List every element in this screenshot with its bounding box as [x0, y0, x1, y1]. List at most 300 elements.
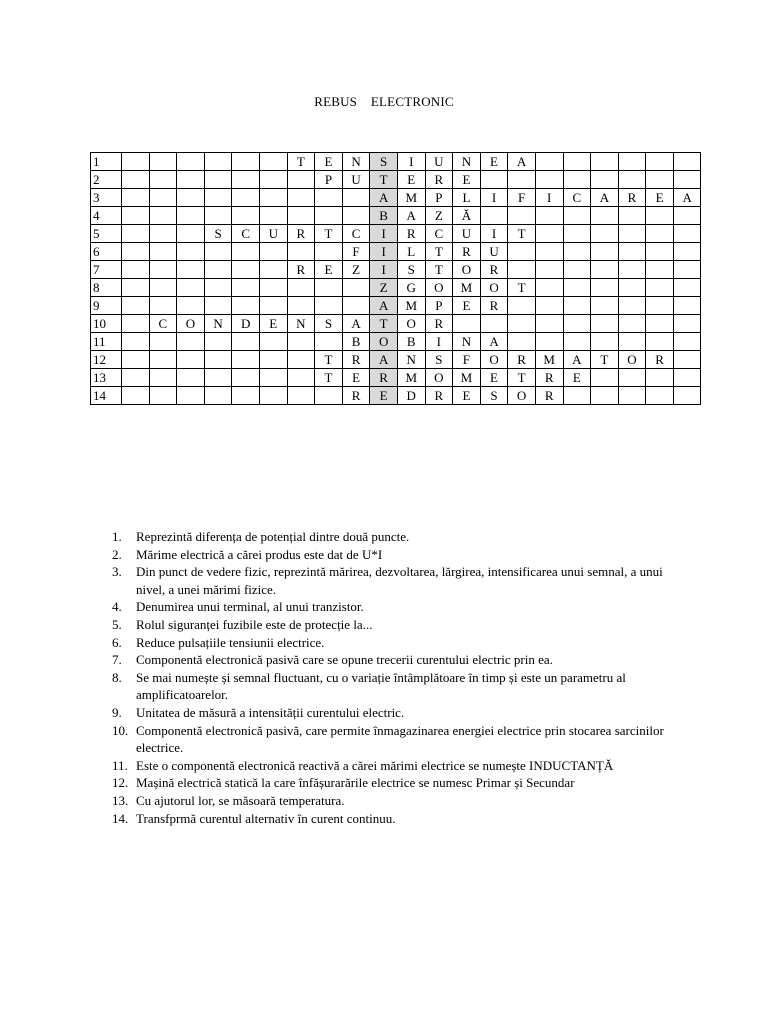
empty-cell — [287, 351, 315, 369]
empty-cell — [204, 207, 232, 225]
letter-cell: Ă — [453, 207, 481, 225]
empty-cell — [646, 387, 674, 405]
empty-cell — [149, 261, 177, 279]
empty-cell — [259, 189, 287, 207]
letter-cell: R — [618, 189, 646, 207]
letter-cell: T — [508, 369, 536, 387]
empty-cell — [535, 243, 563, 261]
empty-cell — [508, 207, 536, 225]
letter-cell: I — [397, 153, 425, 171]
empty-cell — [287, 387, 315, 405]
row-number: 3 — [91, 189, 122, 207]
clue-item — [112, 722, 672, 757]
empty-cell — [673, 279, 701, 297]
empty-cell — [259, 369, 287, 387]
empty-cell — [673, 297, 701, 315]
letter-cell: F — [453, 351, 481, 369]
row-number: 14 — [91, 387, 122, 405]
empty-cell — [673, 261, 701, 279]
clue-number: 5. — [112, 616, 122, 632]
empty-cell — [287, 279, 315, 297]
empty-cell — [618, 333, 646, 351]
empty-cell — [232, 333, 260, 351]
letter-cell: O — [480, 351, 508, 369]
letter-cell: E — [315, 261, 343, 279]
clue-number: 11. — [112, 757, 128, 773]
empty-cell — [315, 243, 343, 261]
clue-item — [112, 757, 672, 775]
empty-cell — [232, 171, 260, 189]
empty-cell — [122, 171, 150, 189]
empty-cell — [480, 171, 508, 189]
letter-cell: I — [370, 225, 398, 243]
letter-cell: N — [287, 315, 315, 333]
empty-cell — [618, 369, 646, 387]
empty-cell — [591, 171, 619, 189]
empty-cell — [204, 279, 232, 297]
empty-cell — [232, 243, 260, 261]
empty-cell — [315, 189, 343, 207]
empty-cell — [287, 297, 315, 315]
empty-cell — [287, 369, 315, 387]
empty-cell — [646, 207, 674, 225]
empty-cell — [149, 279, 177, 297]
row-number: 11 — [91, 333, 122, 351]
letter-cell: N — [397, 351, 425, 369]
letter-cell: L — [453, 189, 481, 207]
crossword-row — [91, 225, 701, 243]
letter-cell: M — [453, 279, 481, 297]
crossword-row — [91, 333, 701, 351]
empty-cell — [259, 333, 287, 351]
empty-cell — [122, 243, 150, 261]
empty-cell — [232, 261, 260, 279]
clue-item — [112, 651, 672, 669]
letter-cell: N — [453, 153, 481, 171]
clue-item — [112, 634, 672, 652]
letter-cell: I — [370, 261, 398, 279]
empty-cell — [618, 207, 646, 225]
empty-cell — [177, 369, 205, 387]
empty-cell — [646, 315, 674, 333]
clue-number: 2. — [112, 546, 122, 562]
empty-cell — [673, 243, 701, 261]
empty-cell — [563, 243, 591, 261]
empty-cell — [177, 207, 205, 225]
letter-cell: S — [397, 261, 425, 279]
empty-cell — [287, 243, 315, 261]
empty-cell — [177, 225, 205, 243]
empty-cell — [508, 315, 536, 333]
empty-cell — [646, 279, 674, 297]
letter-cell: T — [370, 315, 398, 333]
empty-cell — [204, 153, 232, 171]
empty-cell — [563, 279, 591, 297]
letter-cell: O — [370, 333, 398, 351]
empty-cell — [591, 387, 619, 405]
letter-cell: A — [370, 297, 398, 315]
letter-cell: A — [591, 189, 619, 207]
empty-cell — [204, 351, 232, 369]
letter-cell: A — [480, 333, 508, 351]
letter-cell: Z — [370, 279, 398, 297]
empty-cell — [535, 279, 563, 297]
letter-cell: C — [425, 225, 453, 243]
letter-cell: C — [149, 315, 177, 333]
clue-item — [112, 810, 672, 828]
clue-number: 1. — [112, 529, 122, 544]
letter-cell: R — [397, 225, 425, 243]
letter-cell: T — [508, 225, 536, 243]
empty-cell — [673, 387, 701, 405]
clue-text: Este o componentă electronică reactivă a cărei mărimi electrice se numește INDUCTANȚĂ — [136, 757, 614, 773]
empty-cell — [591, 225, 619, 243]
empty-cell — [177, 189, 205, 207]
empty-cell — [535, 153, 563, 171]
empty-cell — [563, 153, 591, 171]
row-number: 5 — [91, 225, 122, 243]
crossword-row — [91, 207, 701, 225]
empty-cell — [646, 243, 674, 261]
empty-cell — [646, 153, 674, 171]
row-number: 1 — [91, 153, 122, 171]
empty-cell — [591, 261, 619, 279]
empty-cell — [122, 315, 150, 333]
letter-cell: P — [425, 189, 453, 207]
letter-cell: O — [618, 351, 646, 369]
empty-cell — [315, 387, 343, 405]
empty-cell — [618, 279, 646, 297]
empty-cell — [591, 315, 619, 333]
letter-cell: E — [453, 387, 481, 405]
empty-cell — [204, 189, 232, 207]
empty-cell — [673, 369, 701, 387]
empty-cell — [177, 351, 205, 369]
empty-cell — [232, 369, 260, 387]
letter-cell: N — [453, 333, 481, 351]
letter-cell: T — [315, 369, 343, 387]
empty-cell — [204, 171, 232, 189]
clue-number: 3. — [112, 564, 122, 580]
letter-cell: T — [508, 279, 536, 297]
letter-cell: A — [563, 351, 591, 369]
clue-text: Reprezintă diferența de potențial dintre două puncte. — [136, 529, 410, 544]
letter-cell: Z — [425, 207, 453, 225]
letter-cell: S — [480, 387, 508, 405]
empty-cell — [563, 315, 591, 333]
empty-cell — [618, 387, 646, 405]
clue-list — [112, 528, 672, 827]
empty-cell — [149, 351, 177, 369]
letter-cell: N — [204, 315, 232, 333]
empty-cell — [122, 351, 150, 369]
empty-cell — [122, 153, 150, 171]
empty-cell — [315, 297, 343, 315]
empty-cell — [618, 261, 646, 279]
letter-cell: M — [535, 351, 563, 369]
crossword-row — [91, 315, 701, 333]
empty-cell — [535, 315, 563, 333]
letter-cell: I — [425, 333, 453, 351]
row-number: 9 — [91, 297, 122, 315]
empty-cell — [149, 189, 177, 207]
empty-cell — [149, 243, 177, 261]
empty-cell — [149, 207, 177, 225]
clue-number: 7. — [112, 652, 122, 668]
empty-cell — [591, 297, 619, 315]
letter-cell: T — [315, 351, 343, 369]
letter-cell: C — [232, 225, 260, 243]
empty-cell — [673, 153, 701, 171]
empty-cell — [259, 261, 287, 279]
empty-cell — [122, 189, 150, 207]
empty-cell — [149, 333, 177, 351]
letter-cell: A — [342, 315, 370, 333]
empty-cell — [563, 387, 591, 405]
empty-cell — [535, 297, 563, 315]
clue-number: 13. — [112, 792, 129, 808]
letter-cell: M — [453, 369, 481, 387]
empty-cell — [259, 297, 287, 315]
letter-cell: F — [508, 189, 536, 207]
clue-text: Mașină electrică statică la care înfășurarările electrice se numesc Primar și Secundar — [136, 775, 575, 791]
empty-cell — [232, 351, 260, 369]
empty-cell — [315, 207, 343, 225]
letter-cell: R — [287, 261, 315, 279]
crossword-row — [91, 369, 701, 387]
letter-cell: U — [342, 171, 370, 189]
empty-cell — [232, 207, 260, 225]
crossword-row — [91, 261, 701, 279]
letter-cell: O — [397, 315, 425, 333]
empty-cell — [177, 387, 205, 405]
empty-cell — [177, 153, 205, 171]
empty-cell — [508, 243, 536, 261]
empty-cell — [287, 333, 315, 351]
empty-cell — [563, 225, 591, 243]
letter-cell: E — [563, 369, 591, 387]
empty-cell — [646, 225, 674, 243]
clue-text: Componentă electronică pasivă, care permite înmagazinarea energiei electrice prin stocarea sarcinilor electrice. — [136, 722, 664, 756]
letter-cell: A — [370, 189, 398, 207]
letter-cell: E — [315, 153, 343, 171]
row-number: 10 — [91, 315, 122, 333]
letter-cell: S — [315, 315, 343, 333]
row-number: 8 — [91, 279, 122, 297]
empty-cell — [646, 261, 674, 279]
crossword-row — [91, 279, 701, 297]
empty-cell — [149, 387, 177, 405]
empty-cell — [177, 279, 205, 297]
letter-cell: T — [591, 351, 619, 369]
empty-cell — [259, 171, 287, 189]
empty-cell — [342, 189, 370, 207]
empty-cell — [149, 153, 177, 171]
empty-cell — [204, 297, 232, 315]
letter-cell: O — [425, 279, 453, 297]
empty-cell — [480, 315, 508, 333]
clue-item — [112, 598, 672, 616]
letter-cell: T — [425, 261, 453, 279]
letter-cell: C — [342, 225, 370, 243]
empty-cell — [591, 369, 619, 387]
letter-cell: I — [480, 225, 508, 243]
letter-cell: U — [480, 243, 508, 261]
empty-cell — [618, 315, 646, 333]
empty-cell — [673, 315, 701, 333]
row-number: 12 — [91, 351, 122, 369]
letter-cell: B — [370, 207, 398, 225]
empty-cell — [315, 333, 343, 351]
letter-cell: R — [508, 351, 536, 369]
letter-cell: P — [425, 297, 453, 315]
empty-cell — [673, 225, 701, 243]
clue-number: 12. — [112, 775, 129, 791]
empty-cell — [591, 207, 619, 225]
letter-cell: I — [535, 189, 563, 207]
crossword-row — [91, 387, 701, 405]
empty-cell — [508, 171, 536, 189]
empty-cell — [618, 243, 646, 261]
letter-cell: N — [342, 153, 370, 171]
letter-cell: E — [342, 369, 370, 387]
letter-cell: R — [480, 297, 508, 315]
clue-number: 14. — [112, 810, 129, 826]
empty-cell — [259, 279, 287, 297]
clue-item — [112, 774, 672, 792]
letter-cell: M — [397, 369, 425, 387]
empty-cell — [563, 171, 591, 189]
empty-cell — [122, 225, 150, 243]
empty-cell — [563, 297, 591, 315]
letter-cell: E — [646, 189, 674, 207]
clue-text: Cu ajutorul lor, se măsoară temperatura. — [136, 792, 345, 808]
empty-cell — [204, 261, 232, 279]
letter-cell: C — [563, 189, 591, 207]
empty-cell — [646, 333, 674, 351]
empty-cell — [177, 333, 205, 351]
empty-cell — [204, 387, 232, 405]
row-number: 13 — [91, 369, 122, 387]
row-number: 7 — [91, 261, 122, 279]
crossword-row — [91, 189, 701, 207]
empty-cell — [232, 279, 260, 297]
empty-cell — [259, 153, 287, 171]
letter-cell: E — [259, 315, 287, 333]
empty-cell — [204, 243, 232, 261]
row-number: 4 — [91, 207, 122, 225]
letter-cell: U — [453, 225, 481, 243]
page-title: REBUS ELECTRONIC — [314, 94, 454, 109]
clue-item — [112, 563, 672, 598]
clue-number: 9. — [112, 704, 122, 720]
letter-cell: S — [370, 153, 398, 171]
clue-text: Reduce pulsațiile tensiunii electrice. — [136, 634, 325, 650]
empty-cell — [287, 189, 315, 207]
empty-cell — [177, 171, 205, 189]
empty-cell — [591, 333, 619, 351]
empty-cell — [122, 207, 150, 225]
letter-cell: R — [453, 243, 481, 261]
letter-cell: S — [425, 351, 453, 369]
empty-cell — [232, 387, 260, 405]
empty-cell — [342, 297, 370, 315]
empty-cell — [287, 207, 315, 225]
empty-cell — [315, 279, 343, 297]
clue-text: Denumirea unui terminal, al unui tranzistor. — [136, 599, 364, 615]
letter-cell: O — [508, 387, 536, 405]
empty-cell — [535, 207, 563, 225]
letter-cell: O — [177, 315, 205, 333]
letter-cell: M — [397, 297, 425, 315]
letter-cell: R — [425, 315, 453, 333]
letter-cell: R — [425, 171, 453, 189]
empty-cell — [259, 387, 287, 405]
empty-cell — [232, 153, 260, 171]
letter-cell: O — [480, 279, 508, 297]
empty-cell — [563, 261, 591, 279]
crossword-row — [91, 171, 701, 189]
empty-cell — [618, 297, 646, 315]
empty-cell — [259, 351, 287, 369]
clue-text: Mărime electrică a cărei produs este dat de U*I — [136, 546, 383, 562]
letter-cell: R — [535, 387, 563, 405]
clue-item — [112, 616, 672, 634]
empty-cell — [122, 333, 150, 351]
letter-cell: B — [342, 333, 370, 351]
clue-item — [112, 704, 672, 722]
empty-cell — [149, 369, 177, 387]
empty-cell — [646, 297, 674, 315]
empty-cell — [480, 207, 508, 225]
row-number: 6 — [91, 243, 122, 261]
letter-cell: T — [315, 225, 343, 243]
letter-cell: T — [425, 243, 453, 261]
empty-cell — [259, 207, 287, 225]
letter-cell: O — [425, 369, 453, 387]
letter-cell: L — [397, 243, 425, 261]
letter-cell: R — [370, 369, 398, 387]
letter-cell: E — [480, 153, 508, 171]
empty-cell — [673, 351, 701, 369]
clue-item — [112, 528, 672, 546]
letter-cell: A — [397, 207, 425, 225]
crossword-row — [91, 153, 701, 171]
clue-number: 6. — [112, 634, 122, 650]
empty-cell — [453, 315, 481, 333]
clue-text: Din punct de vedere fizic, reprezintă mărirea, dezvoltarea, lărgirea, intensificarea unui semnal, a unui nivel, a unei mărimi fizice. — [136, 564, 663, 597]
empty-cell — [259, 243, 287, 261]
empty-cell — [149, 297, 177, 315]
empty-cell — [122, 387, 150, 405]
letter-cell: G — [397, 279, 425, 297]
empty-cell — [563, 333, 591, 351]
letter-cell: E — [453, 297, 481, 315]
empty-cell — [149, 171, 177, 189]
letter-cell: Z — [342, 261, 370, 279]
clue-item — [112, 792, 672, 810]
empty-cell — [591, 153, 619, 171]
empty-cell — [673, 207, 701, 225]
letter-cell: U — [259, 225, 287, 243]
clue-text: Transfprmă curentul alternativ în curent continuu. — [136, 810, 396, 826]
empty-cell — [563, 207, 591, 225]
row-number: 2 — [91, 171, 122, 189]
empty-cell — [342, 207, 370, 225]
letter-cell: M — [397, 189, 425, 207]
empty-cell — [646, 369, 674, 387]
letter-cell: I — [480, 189, 508, 207]
